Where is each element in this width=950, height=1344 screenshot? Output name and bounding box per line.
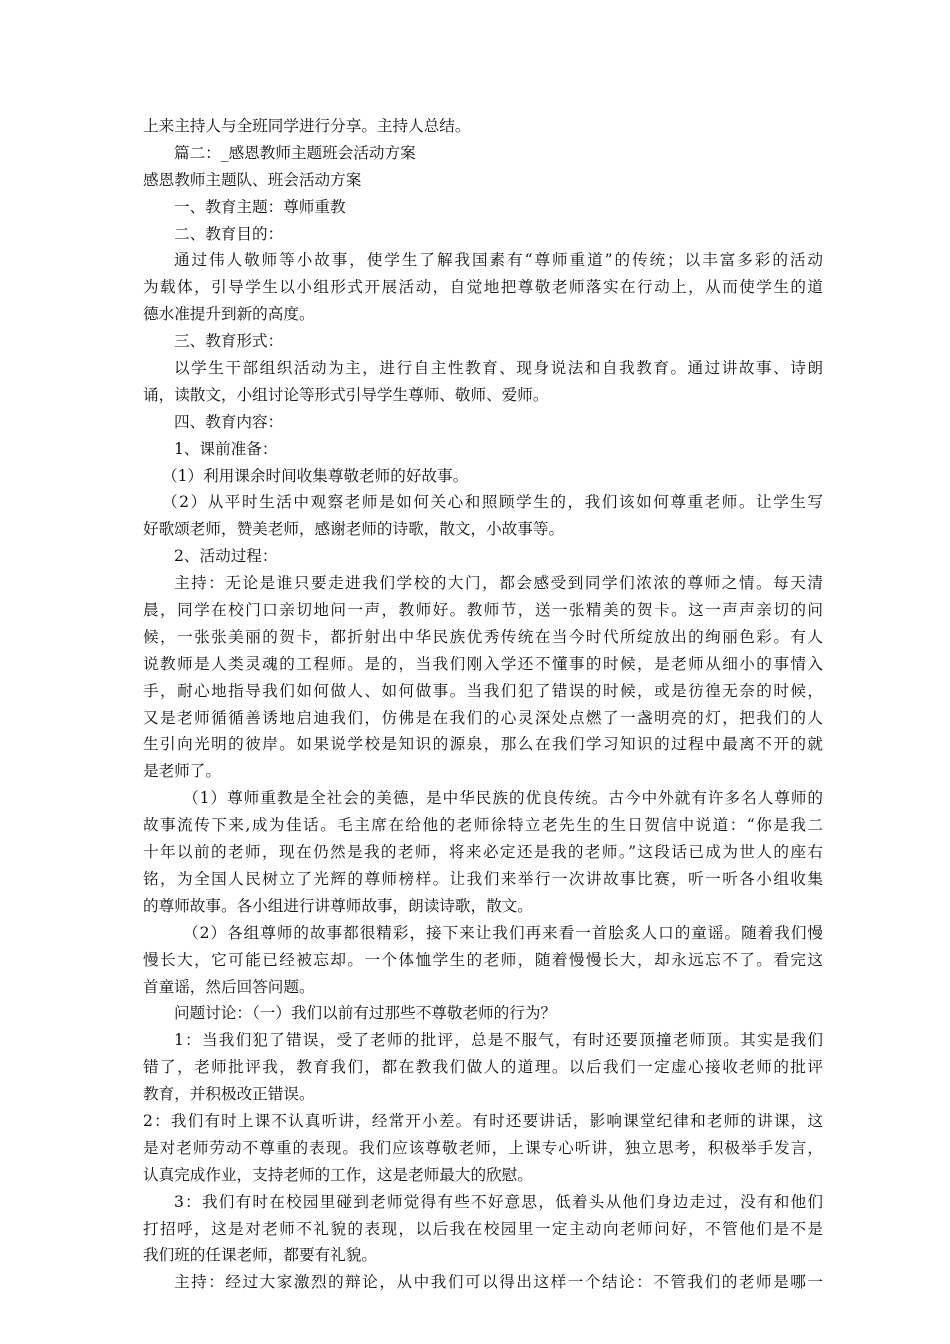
text-line: 教育，并积极改正错误。 — [143, 1085, 315, 1104]
text-line: 候，一张张美丽的贺卡，都折射出中华民族优秀传统在当今时代所绽放出的绚丽色彩。有人 — [143, 627, 823, 646]
text-line: （1）利用课余时间收集尊敬老师的好故事。 — [162, 466, 469, 485]
text-line: 生引向光明的彼岸。如果说学校是知识的源泉，那么在我们学习知识的过程中最离不开的就 — [143, 735, 823, 754]
text-line: 首童谣，然后回答问题。 — [143, 977, 315, 996]
text-line: 是对老师劳动不尊重的表现。我们应该尊敬老师，上课专心听讲，独立思考，积极举手发言， — [143, 1138, 823, 1157]
text-line: 的尊师故事。各小组进行讲尊师故事，朗读诗歌，散文。 — [143, 896, 533, 915]
text-line: 主持：无论是谁只要走进我们学校的大门，都会感受到同学们浓浓的尊师之情。每天清 — [174, 574, 823, 593]
text-line: 慢长大，它可能已经被忘却。一个体恤学生的老师，随着慢慢长大，却永远忘不了。看完这 — [143, 950, 823, 969]
text-line: 晨，同学在校门口亲切地问一声，教师好。教师节，送一张精美的贺卡。这一声声亲切的问 — [143, 601, 823, 620]
text-line: 好歌颂老师，赞美老师，感谢老师的诗歌，散文，小故事等。 — [143, 520, 565, 539]
text-line: 铭，为全国人民树立了光辉的尊师榜样。让我们来举行一次讲故事比赛，听一听各小组收集 — [143, 869, 823, 888]
subsection-heading: 1、课前准备： — [174, 439, 278, 458]
section-heading: 四、教育内容： — [174, 412, 284, 431]
text-line: 故事流传下来,成为佳话。毛主席在给他的老师徐特立老先生的生日贺信中说道：“你是我二 — [143, 816, 823, 835]
question-heading: 问题讨论：（一）我们以前有过那些不尊敬老师的行为？ — [174, 1004, 557, 1023]
section-heading: 一、教育主题：尊师重教 — [174, 197, 346, 216]
subsection-heading: 2、活动过程： — [174, 547, 278, 566]
text-line: 诵，读散文，小组讨论等形式引导学生尊师、敬师、爱师。 — [143, 385, 549, 404]
text-line: 打招呼，这是对老师不礼貌的表现，以后我在校园里一定主动向老师问好，不管他们是不是 — [143, 1219, 823, 1238]
text-line: 错了，老师批评我，教育我们，都在教我们做人的道理。以后我们一定虚心接收老师的批评 — [143, 1058, 823, 1077]
text-line: 说教师是人类灵魂的工程师。是的，当我们刚入学还不懂事的时候，是老师从细小的事情入 — [143, 654, 823, 673]
text-line: 为载体，引导学生以小组形式开展活动，自觉地把尊敬老师落实在行动上，从而使学生的道 — [143, 278, 823, 297]
text-line: （1）尊师重教是全社会的美德，是中华民族的优良传统。古今中外就有许多名人尊师的 — [183, 789, 823, 808]
text-line: 是老师了。 — [143, 762, 221, 781]
text-line: （2）从平时生活中观察老师是如何关心和照顾学生的，我们该如何尊重老师。让学生写 — [162, 493, 823, 512]
text-line: 以学生干部组织活动为主，进行自主性教育、现身说法和自我教育。通过讲故事、诗朗 — [174, 359, 823, 378]
section-heading: 三、教育形式： — [174, 332, 284, 351]
text-line: 1：当我们犯了错误，受了老师的批评，总是不服气，有时还要顶撞老师顶。其实是我们 — [174, 1031, 823, 1050]
section-heading: 篇二：_感恩教师主题班会活动方案 — [174, 143, 416, 162]
document-title: 感恩教师主题队、班会活动方案 — [143, 170, 362, 189]
text-line: 主持：经过大家激烈的辩论，从中我们可以得出这样一个结论：不管我们的老师是哪一 — [174, 1273, 823, 1292]
text-line: 认真完成作业，支持老师的工作，这是老师最大的欣慰。 — [143, 1165, 533, 1184]
section-heading: 二、教育目的： — [174, 224, 284, 243]
text-line: 3：我们有时在校园里碰到老师觉得有些不好意思，低着头从他们身边走过，没有和他们 — [174, 1192, 823, 1211]
text-line: 手，耐心地指导我们如何做人、如何做事。当我们犯了错误的时候，或是彷徨无奈的时候， — [143, 681, 823, 700]
text-line: 又是老师循循善诱地启迪我们，仿佛是在我们的心灵深处点燃了一盏明亮的灯，把我们的人 — [143, 708, 823, 727]
text-line: 十年以前的老师，现在仍然是我的老师，将来必定还是我的老师。”这段话已成为世人的座右 — [143, 843, 823, 862]
text-line: 通过伟人敬师等小故事，使学生了解我国素有“尊师重道”的传统；以丰富多彩的活动 — [174, 251, 823, 270]
text-line: 德水准提升到新的高度。 — [143, 305, 315, 324]
document-page — [143, 113, 823, 1296]
text-line: 2：我们有时上课不认真听讲，经常开小差。有时还要讲话，影响课堂纪律和老师的讲课，这 — [143, 1111, 823, 1130]
text-line: （2）各组尊师的故事都很精彩，接下来让我们再来看一首脍炙人口的童谣。随着我们慢 — [183, 923, 823, 942]
text-line: 我们班的任课老师，都要有礼貌。 — [143, 1246, 377, 1265]
text-line: 上来主持人与全班同学进行分享。主持人总结。 — [143, 117, 471, 135]
